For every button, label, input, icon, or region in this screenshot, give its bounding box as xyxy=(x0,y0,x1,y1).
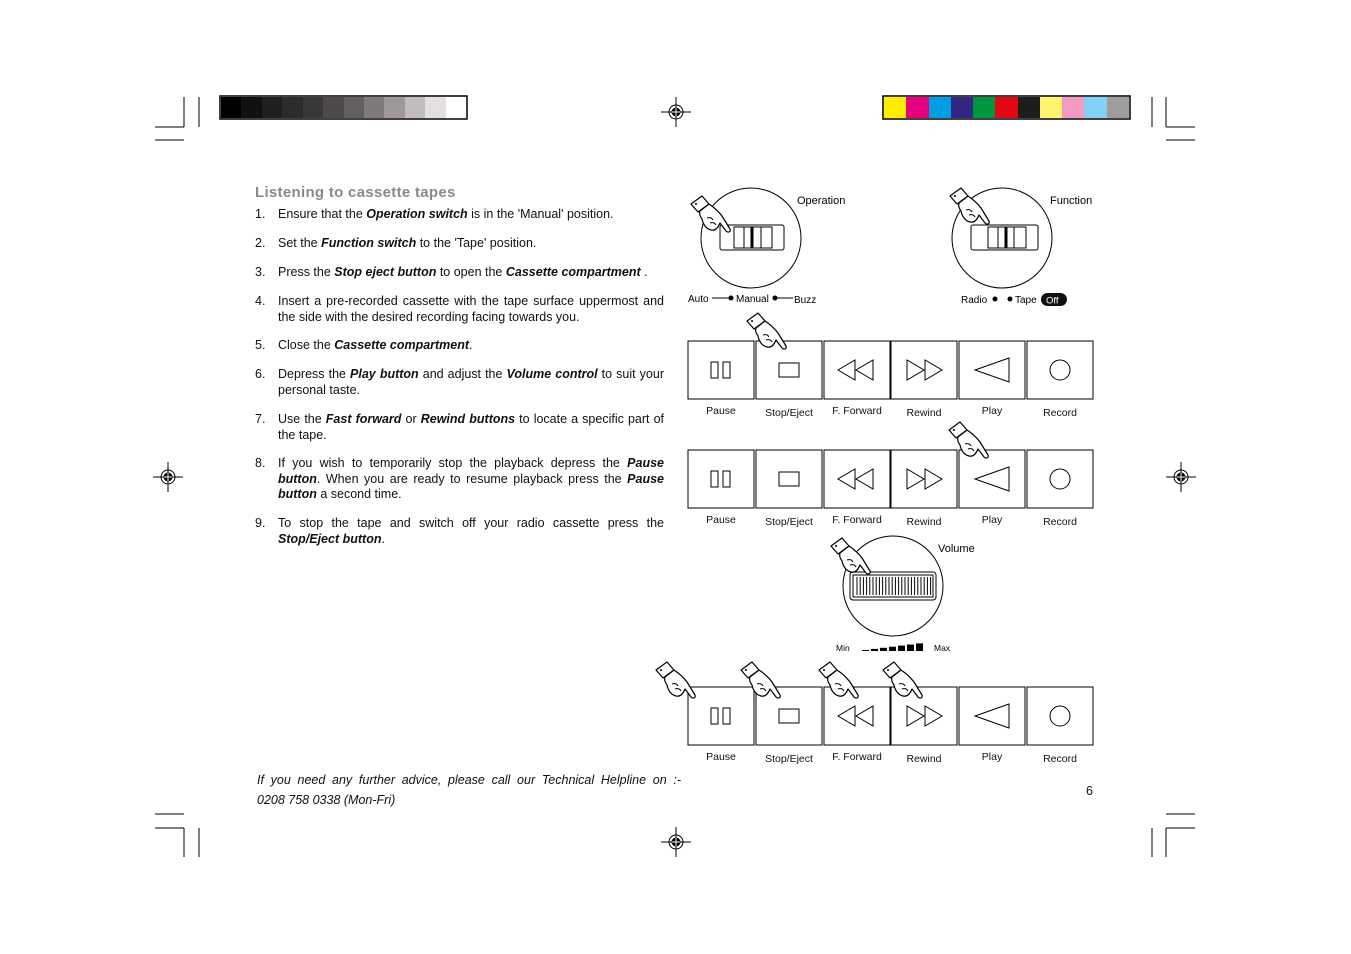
step-number: 2. xyxy=(255,236,266,250)
step-text: If you wish to temporarily stop the playback depress the Pause button. When you are ready to resume playback press the Pause button a second time. xyxy=(278,456,664,501)
button-label: F. Forward xyxy=(832,405,882,417)
cassette-pause-button xyxy=(688,341,754,399)
button-label: Record xyxy=(1043,516,1077,528)
cassette-play-button xyxy=(959,450,1025,508)
step-text: Press the Stop eject button to open the Cassette compartment . xyxy=(278,265,648,279)
cassette-pause-button xyxy=(688,450,754,508)
cassette-button-row xyxy=(688,341,1093,399)
cassette-stop-button xyxy=(756,341,822,399)
operation-switch-diagram xyxy=(701,188,801,301)
button-label: Play xyxy=(981,751,1003,763)
step-text: Depress the Play button and adjust the Volume control to suit your personal taste. xyxy=(278,367,664,397)
position-off: Off xyxy=(1046,295,1059,307)
position-auto: Auto xyxy=(688,294,709,305)
button-label: Stop/Eject xyxy=(765,407,813,419)
volume-level-bar xyxy=(889,647,896,651)
step-text: Insert a pre-recorded cassette with the tape surface uppermost and the side with the desired recording facing towards you. xyxy=(278,294,664,324)
button-label: Rewind xyxy=(906,516,942,528)
button-label: Pause xyxy=(706,514,736,526)
button-label: Record xyxy=(1043,753,1077,765)
button-label: Stop/Eject xyxy=(765,753,813,765)
step-number: 3. xyxy=(255,265,266,279)
volume-level-bar xyxy=(916,643,923,651)
volume-label: Volume xyxy=(938,543,975,555)
step-number: 6. xyxy=(255,367,266,381)
section-title: Listening to cassette tapes xyxy=(255,184,456,201)
button-label: Play xyxy=(981,405,1003,417)
button-label: Pause xyxy=(706,751,736,763)
cassette-button-row xyxy=(688,687,1093,745)
cassette-play-button xyxy=(959,687,1025,745)
volume-level-bar xyxy=(871,649,878,651)
button-label: Record xyxy=(1043,407,1077,419)
step-number: 8. xyxy=(255,456,266,470)
volume-max-label: Max xyxy=(934,643,951,653)
position-tape: Tape xyxy=(1015,295,1037,306)
button-label: Rewind xyxy=(906,753,942,765)
cassette-fast-forward-button xyxy=(824,450,890,508)
page-number: 6 xyxy=(1086,784,1093,798)
step-number: 9. xyxy=(255,516,266,530)
helpline-line-2: 0208 758 0338 (Mon-Fri) xyxy=(257,793,396,807)
position-buzz: Buzz xyxy=(794,295,817,306)
button-label: Pause xyxy=(706,405,736,417)
button-label: F. Forward xyxy=(832,751,882,763)
cassette-button-row xyxy=(688,450,1093,508)
cassette-fast-forward-button xyxy=(824,341,890,399)
cassette-record-button xyxy=(1027,687,1093,745)
volume-min-label: Min xyxy=(836,643,850,653)
step-text: Set the Function switch to the 'Tape' position. xyxy=(278,236,537,250)
step-text: Close the Cassette compartment. xyxy=(278,338,473,352)
cassette-record-button xyxy=(1027,450,1093,508)
pointing-hand-icon xyxy=(656,662,695,698)
step-number: 5. xyxy=(255,338,266,352)
cassette-rewind-button xyxy=(891,341,957,399)
cassette-pause-button xyxy=(688,687,754,745)
cassette-record-button xyxy=(1027,341,1093,399)
cassette-play-button xyxy=(959,341,1025,399)
position-manual: Manual xyxy=(736,294,769,305)
helpline-line-1: If you need any further advice, please call our Technical Helpline on :- xyxy=(257,773,681,787)
button-label: Rewind xyxy=(906,407,942,419)
step-number: 1. xyxy=(255,207,266,221)
volume-level-bar xyxy=(907,645,914,652)
operation-label: Operation xyxy=(797,195,846,207)
button-label: Stop/Eject xyxy=(765,516,813,528)
step-text: To stop the tape and switch off your radio cassette press the Stop/Eject button. xyxy=(278,516,664,546)
button-label: F. Forward xyxy=(832,514,882,526)
position-radio: Radio xyxy=(961,295,988,306)
step-number: 4. xyxy=(255,294,266,308)
cassette-rewind-button xyxy=(891,450,957,508)
cassette-stop-button xyxy=(756,450,822,508)
volume-level-bar xyxy=(862,650,869,651)
step-text: Use the Fast forward or Rewind buttons to locate a specific part of the tape. xyxy=(278,412,665,442)
step-text: Ensure that the Operation switch is in the 'Manual' position. xyxy=(278,207,614,221)
volume-level-bar xyxy=(898,646,905,651)
step-number: 7. xyxy=(255,412,266,426)
volume-level-bar xyxy=(880,648,887,651)
button-label: Play xyxy=(981,514,1003,526)
function-label: Function xyxy=(1050,195,1093,207)
